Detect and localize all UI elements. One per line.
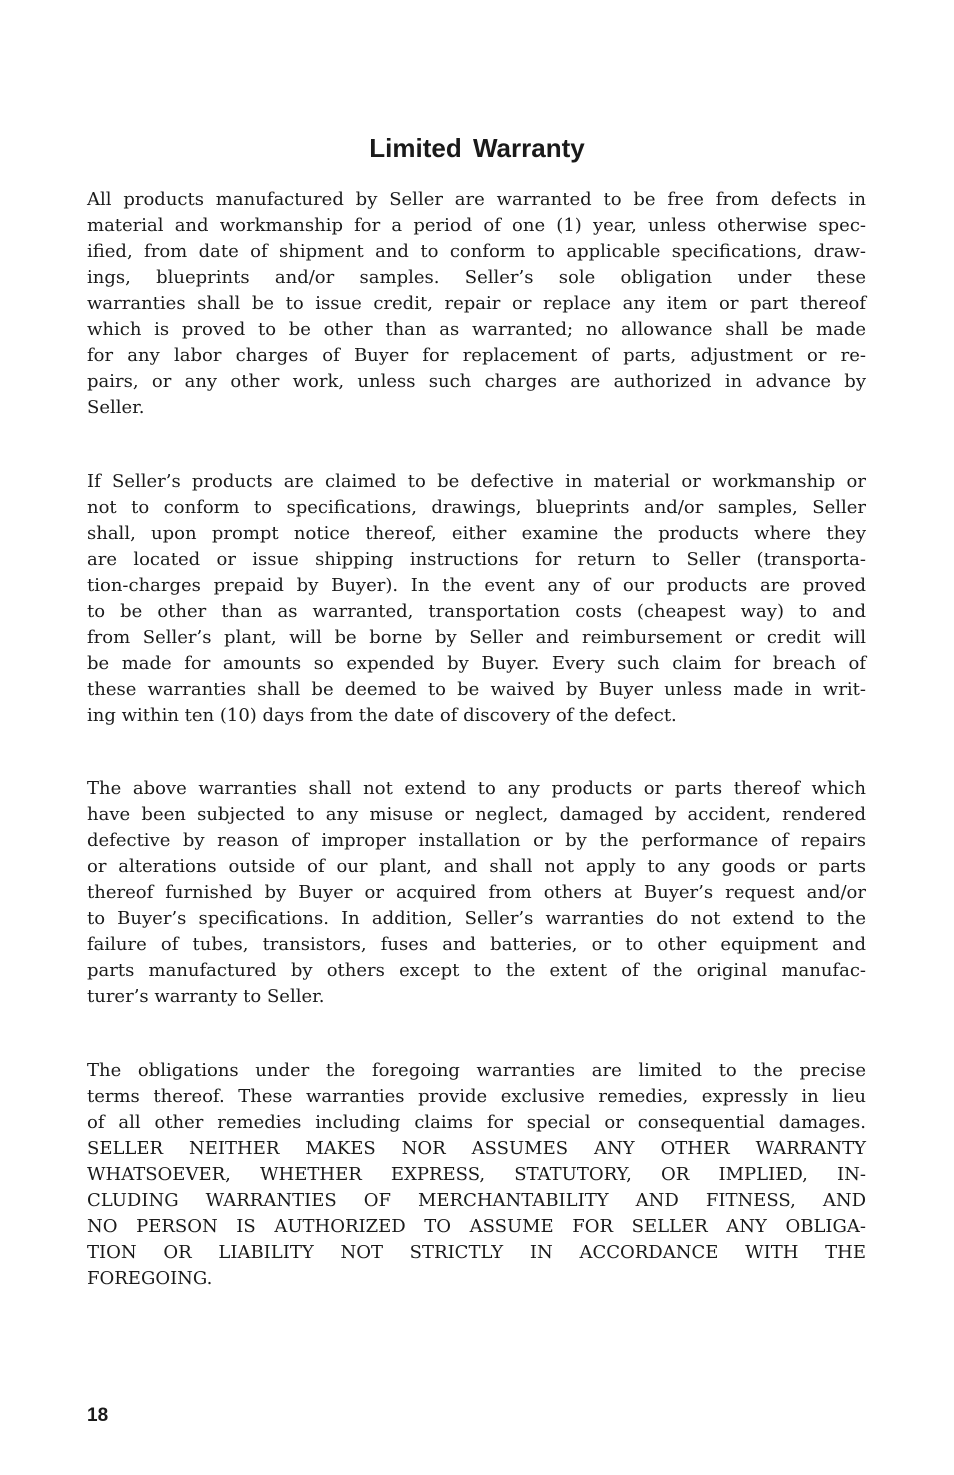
- text-line: for any labor charges of Buyer for replacement of parts, adjustment or re-: [87, 345, 866, 366]
- text-line: are located or issue shipping instructions for return to Seller (transporta-: [87, 549, 866, 570]
- text-line: to be other than as warranted, transportation costs (cheapest way) to and: [87, 601, 866, 622]
- text-line: parts manufactured by others except to the extent of the original manufac-: [87, 960, 866, 981]
- text-line: these warranties shall be deemed to be waived by Buyer unless made in writ-: [87, 679, 866, 700]
- text-line: SELLER NEITHER MAKES NOR ASSUMES ANY OTHER WARRANTY: [87, 1138, 866, 1159]
- text-line: defective by reason of improper installation or by the performance of repairs: [87, 830, 866, 851]
- text-line: thereof furnished by Buyer or acquired from others at Buyer’s request and/or: [87, 882, 866, 903]
- text-line: of all other remedies including claims for special or consequential damages.: [87, 1112, 866, 1133]
- text-line: failure of tubes, transistors, fuses and batteries, or to other equipment and: [87, 934, 866, 955]
- text-line: be made for amounts so expended by Buyer. Every such claim for breach of: [87, 653, 866, 674]
- text-line: ing within ten (10) days from the date of discovery of the defect.: [87, 705, 677, 726]
- text-line: All products manufactured by Seller are warranted to be free from defects in: [87, 189, 866, 210]
- text-line: CLUDING WARRANTIES OF MERCHANTABILITY AND FITNESS, AND: [87, 1190, 866, 1211]
- text-line: The obligations under the foregoing warranties are limited to the precise: [87, 1060, 866, 1081]
- text-line: pairs, or any other work, unless such charges are authorized in advance by: [87, 371, 866, 392]
- text-line: or alterations outside of our plant, and shall not apply to any goods or parts: [87, 856, 866, 877]
- text-line: ified, from date of shipment and to conform to applicable specifications, draw-: [87, 241, 866, 262]
- text-line: which is proved to be other than as warranted; no allowance shall be made: [87, 319, 866, 340]
- page-number: 18: [87, 1405, 109, 1426]
- text-line: The above warranties shall not extend to any products or parts thereof which: [87, 778, 866, 799]
- text-line: not to conform to specifications, drawings, blueprints and/or samples, Seller: [87, 497, 866, 518]
- text-line: to Buyer’s specifications. In addition, Seller’s warranties do not extend to the: [87, 908, 866, 929]
- warranty-paragraph-1: [87, 187, 866, 421]
- text-line: NO PERSON IS AUTHORIZED TO ASSUME FOR SELLER ANY OBLIGA-: [87, 1216, 866, 1237]
- warranty-paragraph-3: [87, 776, 866, 1010]
- text-line: FOREGOING.: [87, 1268, 213, 1289]
- text-line: terms thereof. These warranties provide exclusive remedies, expressly in lieu: [87, 1086, 866, 1107]
- page-title: Limited Warranty: [369, 133, 585, 163]
- text-line: have been subjected to any misuse or neglect, damaged by accident, rendered: [87, 804, 866, 825]
- warranty-paragraph-2: [87, 469, 866, 729]
- text-line: from Seller’s plant, will be borne by Seller and reimbursement or credit will: [87, 627, 866, 648]
- text-line: WHATSOEVER, WHETHER EXPRESS, STATUTORY, OR IMPLIED, IN-: [87, 1164, 866, 1185]
- warranty-paragraph-4: [87, 1058, 866, 1292]
- text-line: tion-charges prepaid by Buyer). In the event any of our products are proved: [87, 575, 866, 596]
- text-line: turer’s warranty to Seller.: [87, 986, 325, 1007]
- text-line: material and workmanship for a period of one (1) year, unless otherwise spec-: [87, 215, 866, 236]
- text-line: warranties shall be to issue credit, repair or replace any item or part thereof: [87, 293, 866, 314]
- text-line: shall, upon prompt notice thereof, either examine the products where they: [87, 523, 866, 544]
- text-line: Seller.: [87, 397, 145, 418]
- text-line: TION OR LIABILITY NOT STRICTLY IN ACCORDANCE WITH THE: [87, 1242, 866, 1263]
- text-line: If Seller’s products are claimed to be defective in material or workmanship or: [87, 471, 866, 492]
- text-line: ings, blueprints and/or samples. Seller’s sole obligation under these: [87, 267, 866, 288]
